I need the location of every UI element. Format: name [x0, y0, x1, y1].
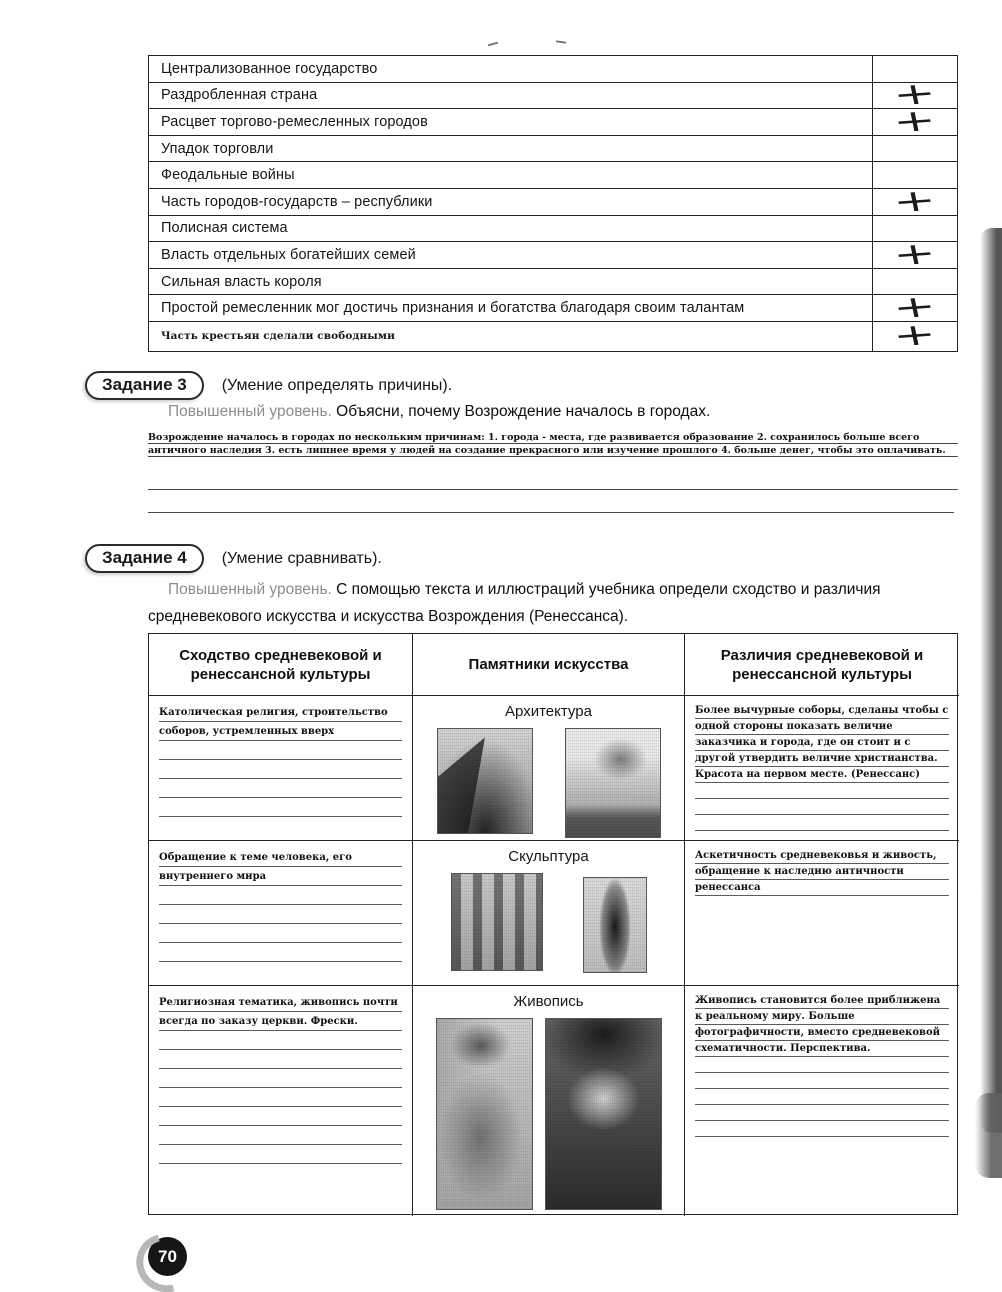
- page-number: [148, 1237, 187, 1276]
- table-row: [149, 288, 957, 327]
- page-number-text: 70: [158, 1246, 177, 1266]
- table-row: [149, 162, 957, 189]
- mark-cell: [872, 182, 957, 221]
- similarity-text: Религиозная тематика, живопись почти всегда по заказу церкви. Фрески.: [159, 993, 402, 1169]
- row-label: Централизованное государство: [161, 60, 378, 77]
- difference-cell-painting: [685, 986, 959, 1216]
- mark-cell: [872, 317, 957, 355]
- task4-prompt: С помощью текста и иллюстраций учебника определи сходство и различия средневекового искусства и искусства Возрождения (Ренессанса).: [148, 581, 881, 625]
- task3-skill: (Умение определять причины).: [221, 376, 453, 394]
- mark-cell: [872, 136, 957, 162]
- task3-prompt: Объясни, почему Возрождение началось в городах.: [336, 403, 711, 420]
- mark-cell: [872, 102, 957, 141]
- characteristics-table: [148, 55, 958, 355]
- renaissance-sculpture-image: [583, 877, 647, 973]
- task3-prompt-line: [168, 403, 710, 421]
- task3-level: Повышенный уровень.: [168, 403, 332, 420]
- table-row: [149, 56, 957, 83]
- row-label: Часть городов-государств – республики: [161, 193, 433, 210]
- mark-cell: [872, 235, 957, 274]
- pen-mark: [556, 40, 566, 43]
- task4-skill: (Умение сравнивать).: [221, 549, 382, 567]
- table-row: [149, 102, 957, 141]
- task3-answer: Возрождение началось в городах по нескольким причинам: 1. города - места, где развивается образование 2. сохранилось больше всего античного наследия 3. есть лишнее время у людей на создание прекрасного или изучение прошлого 4. больше денег, чтобы это оплачивать.: [148, 431, 958, 458]
- task4-badge: Задание 4: [85, 544, 204, 573]
- difference-text: Более вычурные соборы, сделаны чтобы с одной стороны показать величие заказчика и города, где он стоит и с другой утвердить величие христианства. Красота на первом месте. (Ренессанс): [695, 703, 949, 831]
- task4-prompt-line: [148, 576, 964, 630]
- table-row: [149, 216, 957, 243]
- plus-mark: +: [890, 317, 940, 355]
- row-label: Сильная власть короля: [161, 273, 322, 290]
- scan-edge-shadow: [980, 228, 1002, 1133]
- pen-mark: [488, 42, 498, 47]
- header-similarity: Сходство средневековой и ренессансной культуры: [149, 634, 413, 696]
- row-label: Полисная система: [161, 220, 288, 237]
- header-monuments: Памятники искусства: [413, 634, 685, 696]
- row-label: Упадок торговли: [161, 140, 274, 157]
- similarity-cell-painting: [149, 986, 413, 1216]
- similarity-cell-architecture: [149, 696, 413, 841]
- plus-mark: +: [890, 75, 940, 114]
- row-label: Простой ремесленник мог достичь признания и богатства благодаря своим талантам: [161, 300, 745, 317]
- row-label: Феодальные войны: [161, 167, 295, 184]
- table-row: [149, 75, 957, 114]
- plus-mark: +: [890, 102, 940, 141]
- plus-mark: +: [890, 182, 940, 221]
- task3-badge: Задание 3: [85, 371, 204, 400]
- renaissance-painting-image: [545, 1018, 662, 1210]
- plus-mark: +: [890, 288, 940, 327]
- medieval-sculpture-image: [451, 873, 543, 971]
- medieval-painting-image: [436, 1018, 533, 1210]
- monuments-cell-architecture: [413, 696, 685, 841]
- difference-text: Живопись становится более приближена к реальному миру. Больше фотографичности, вместо средневековой схематичности. Перспектива.: [695, 993, 949, 1143]
- blank-answer-line: [148, 512, 954, 513]
- monuments-cell-sculpture: [413, 841, 685, 986]
- row-label: Часть крестьян сделали свободными: [161, 330, 396, 343]
- task4-level: Повышенный уровень.: [168, 581, 332, 598]
- category-label: Живопись: [513, 993, 584, 1010]
- difference-text: Аскетичность средневековья и живость, обращение к наследию античности ренессанса: [695, 848, 949, 898]
- scan-edge-blob: [975, 1093, 1002, 1178]
- task4-header: [85, 544, 382, 573]
- similarity-text: Обращение к теме человека, его внутреннего мира: [159, 848, 402, 972]
- table-row: [149, 235, 957, 274]
- table-row: [149, 136, 957, 163]
- row-label: Власть отдельных богатейших семей: [161, 246, 416, 263]
- monuments-cell-painting: [413, 986, 685, 1216]
- task3-header: [85, 371, 452, 400]
- difference-cell-sculpture: [685, 841, 959, 986]
- blank-answer-line: [148, 489, 958, 490]
- medieval-architecture-image: [437, 728, 533, 834]
- renaissance-architecture-image: [565, 728, 661, 838]
- difference-cell-architecture: [685, 696, 959, 841]
- similarity-text: Католическая религия, строительство соборов, устремленных вверх: [159, 703, 402, 827]
- table-row: [149, 317, 957, 355]
- category-label: Скульптура: [508, 848, 589, 865]
- row-label: Расцвет торгово-ремесленных городов: [161, 113, 428, 130]
- similarity-cell-sculpture: [149, 841, 413, 986]
- table-row: [149, 182, 957, 221]
- comparison-table: [148, 633, 958, 1215]
- table-row: [149, 269, 957, 296]
- plus-mark: +: [890, 235, 940, 274]
- header-difference: Различия средневековой и ренессансной культуры: [685, 634, 959, 696]
- row-label: Раздробленная страна: [161, 87, 318, 104]
- category-label: Архитектура: [505, 703, 592, 720]
